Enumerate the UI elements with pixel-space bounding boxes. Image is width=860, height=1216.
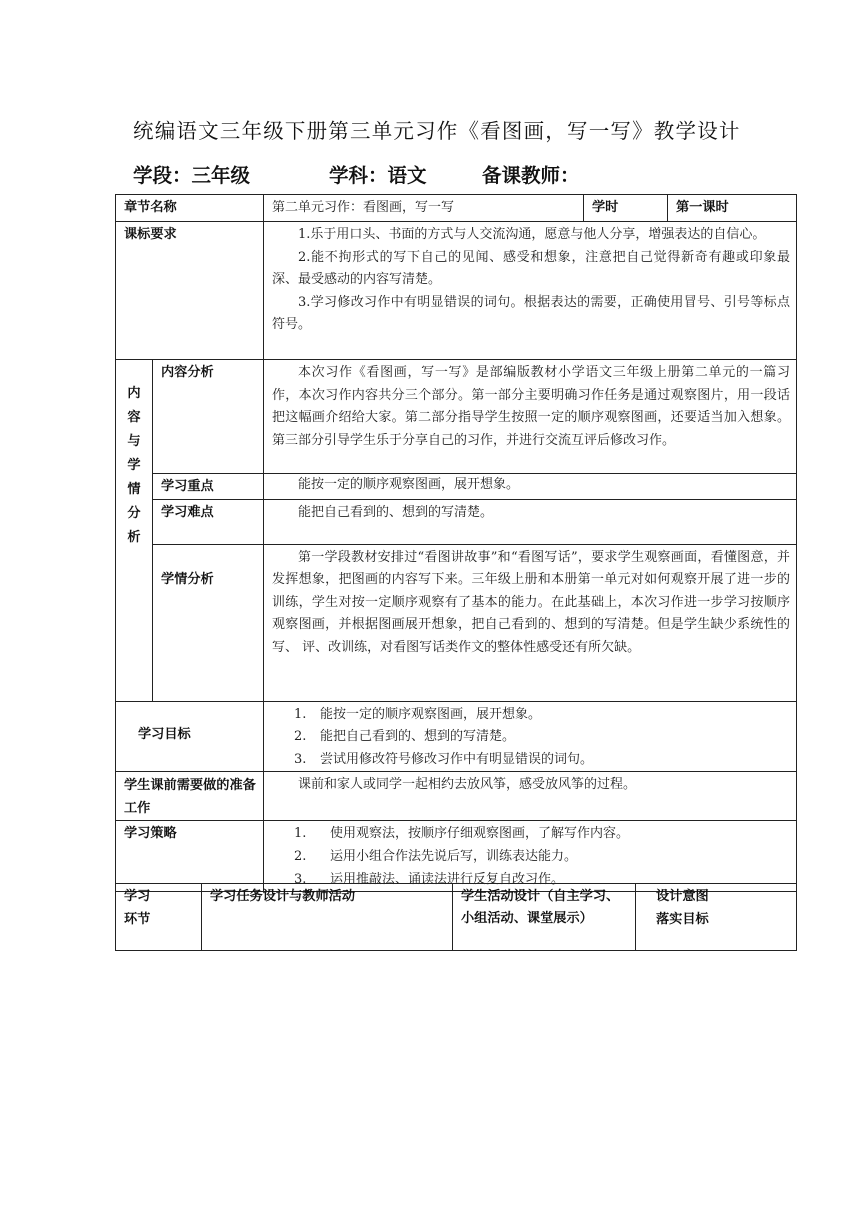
content-analysis-label: 内容分析	[153, 360, 264, 474]
content-analysis-text: 本次习作《看图画，写一写》是部编版教材小学语文三年级上册第二单元的一篇习作，本次习作内容共分三个部分。第一部分主要明确习作任务是通过观察图片，用一段话把这幅画介绍给大家。第二部分指导学生按照一定的顺序观察图画，还要适当加入想象。第三部分引导学生乐于分享自己的习作，并进行交流互评后修改习作。	[264, 360, 797, 474]
process-col-task: 学习任务设计与教师活动	[202, 884, 453, 951]
goal-item: 1. 能按一定的顺序观察图画，展开想象。	[294, 706, 542, 722]
strategy-content	[264, 821, 797, 892]
group-label-char: 分	[127, 506, 141, 521]
standard-content	[264, 222, 797, 360]
strategy-item: 1. 使用观察法，按顺序仔细观察图画，了解写作内容。	[294, 826, 630, 842]
stage-label: 学段：三年级	[133, 164, 251, 187]
goal-item: 3. 尝试用修改符号修改习作中有明显错误的词句。	[294, 751, 594, 767]
group-label-char: 析	[127, 530, 141, 545]
strategy-label: 学习策略	[116, 821, 264, 892]
strategy-item: 3. 运用推敲法、诵读法进行反复自改习作。	[294, 871, 565, 887]
standard-item: 2.能不拘形式的写下自己的见闻、感受和想象，注意把自己觉得新奇有趣或印象最深、最受感动的内容写清楚。	[272, 249, 790, 288]
process-col-stage: 学习 环节	[116, 884, 202, 951]
teacher-label: 备课教师：	[482, 164, 580, 187]
document-title: 统编语文三年级下册第三单元习作《看图画，写一写》教学设计	[133, 119, 741, 143]
content-analysis-group-label	[116, 360, 153, 702]
period-value: 第一课时	[668, 195, 797, 222]
group-label-char: 容	[127, 410, 141, 425]
group-label-char: 情	[127, 482, 141, 497]
process-col-intent: 设计意图 落实目标	[636, 884, 797, 951]
preparation-label: 学生课前需要做的准备工作	[116, 772, 264, 821]
subject-label: 学科：语文	[329, 164, 427, 187]
lesson-process-table	[115, 883, 797, 951]
lesson-info-table	[115, 194, 797, 892]
difficulty-label: 学习难点	[153, 499, 264, 544]
goal-item: 2. 能把自己看到的、想到的写清楚。	[294, 729, 516, 745]
goals-content	[264, 701, 797, 772]
preparation-text: 课前和家人或同学一起相约去放风筝，感受放风筝的过程。	[264, 772, 797, 821]
difficulty-text: 能把自己看到的、想到的写清楚。	[264, 499, 797, 544]
period-label: 学时	[584, 195, 668, 222]
group-label-char: 与	[127, 434, 141, 449]
learner-analysis-label: 学情分析	[153, 544, 264, 701]
standard-item: 1.乐于用口头、书面的方式与人交流沟通，愿意与他人分享，增强表达的自信心。	[298, 227, 766, 242]
chapter-value: 第二单元习作：看图画，写一写	[264, 195, 584, 222]
group-label-char: 学	[127, 458, 141, 473]
group-label-char: 内	[127, 386, 141, 401]
learner-analysis-text: 第一学段教材安排过“看图讲故事”和“看图写话”，要求学生观察画面，看懂图意，并发挥想象，把图画的内容写下来。三年级上册和本册第一单元对如何观察开展了进一步的训练，学生对按一定顺序观察有了基本的能力。在此基础上，本次习作进一步学习按顺序观察图画，并根据图画展开想象，把自己看到的、想到的写清楚。但是学生缺少系统性的写、 评、改训练，对看图写话类作文的整体性感受还有所欠缺。	[264, 544, 797, 701]
standard-item: 3.学习修改习作中有明显错误的词句。根据表达的需要，正确使用冒号、引号等标点符号。	[272, 294, 790, 333]
goals-label: 学习目标	[116, 701, 264, 772]
key-point-label: 学习重点	[153, 474, 264, 500]
key-point-text: 能按一定的顺序观察图画，展开想象。	[264, 474, 797, 500]
chapter-label: 章节名称	[116, 195, 264, 222]
process-col-student-activity: 学生活动设计（自主学习、小组活动、课堂展示）	[453, 884, 636, 951]
standard-label: 课标要求	[116, 222, 264, 360]
strategy-item: 2. 运用小组合作法先说后写，训练表达能力。	[294, 848, 578, 864]
